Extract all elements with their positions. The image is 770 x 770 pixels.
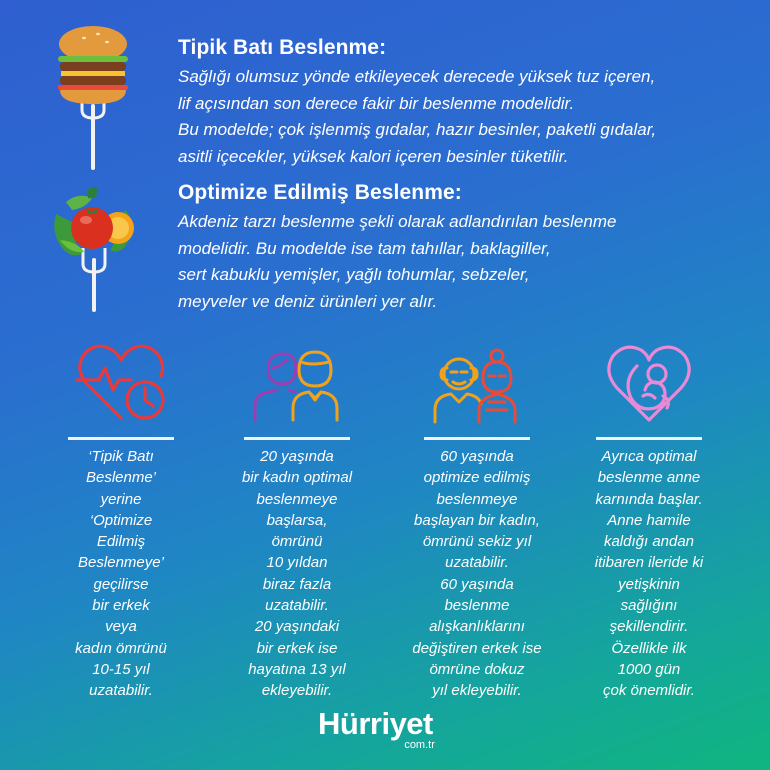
column-young-couple — [224, 338, 370, 702]
salad-on-fork-icon — [48, 184, 140, 314]
heart-fetus-icon — [599, 338, 699, 428]
elderly-couple-icon — [427, 338, 527, 428]
heart-clock-icon — [71, 338, 171, 428]
western-diet-section — [178, 36, 656, 170]
optimized-diet-body: Akdeniz tarzı beslenme şekli olarak adlandırılan beslenme modelidir. Bu modelde ise tam tahıllar, baklagiller, sert kabuklu yemişler, yağlı tohumlar, sebzeler, meyveler ve deniz ürünleri yer alır. — [178, 212, 617, 311]
divider — [68, 437, 174, 440]
divider — [424, 437, 530, 440]
column-text: 20 yaşında bir kadın optimal beslenmeye başlarsa, ömrünü 10 yıldan biraz fazla uzatabilir. 20 yaşındaki bir erkek ise hayatına 13 yıl ekleyebilir. — [241, 448, 353, 700]
column-text: 60 yaşında optimize edilmiş beslenmeye başlayan bir kadın, ömrünü sekiz yıl uzatabilir. 60 yaşında beslenme alışkanlıklarını değiştiren erkek ise ömrüne dokuz yıl ekleyebilir. — [412, 448, 542, 700]
column-text: Ayrıca optimal beslenme anne karnında başlar. Anne hamile kaldığı andan itibaren ileride ki yetişkinin sağlığını şekillendirir. Özellikle ilk 1000 gün çok önemlidir. — [594, 448, 704, 700]
western-diet-body: Sağlığı olumsuz yönde etkileyecek derecede yüksek tuz içeren, lif açısından son derece fakir bir beslenme modelidir. Bu modelde; çok işlenmiş gıdalar, hazır besinler, paketli gıdalar, asitli içecekler, yüksek kalori içeren besinler tüketilir. — [178, 67, 657, 166]
optimized-diet-title: Optimize Edilmiş Beslenme: — [178, 181, 462, 204]
hurriyet-logo — [318, 706, 435, 751]
western-diet-title: Tipik Batı Beslenme: — [178, 36, 387, 59]
young-couple-icon — [247, 338, 347, 428]
column-pregnancy — [576, 338, 722, 702]
divider — [596, 437, 702, 440]
column-lifespan-general — [48, 338, 194, 702]
optimized-diet-section — [178, 181, 616, 315]
divider — [244, 437, 350, 440]
logo-domain: com.tr — [404, 739, 435, 751]
burger-on-fork-icon — [52, 22, 134, 172]
column-elderly-couple — [404, 338, 550, 702]
column-text: ‘Tipik Batı Beslenme’ yerine ‘Optimize Edilmiş Beslenmeye’ geçilirse bir erkek veya kadın ömrünü 10-15 yıl uzatabilir. — [75, 448, 167, 700]
logo-brand: Hürriyet — [318, 706, 433, 741]
